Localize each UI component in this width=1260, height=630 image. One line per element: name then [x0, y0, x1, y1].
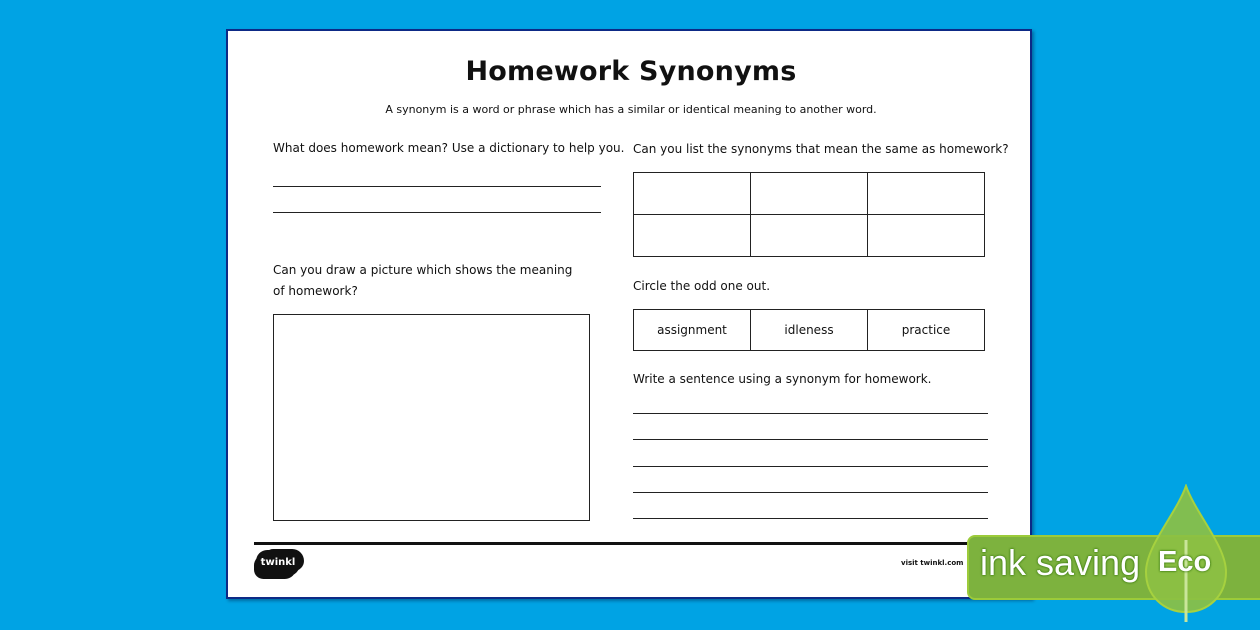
answer-line	[633, 439, 988, 440]
footer-rule	[254, 542, 1032, 545]
answer-line	[273, 212, 601, 213]
answer-line	[633, 518, 988, 519]
answer-line	[273, 186, 601, 187]
worksheet-page	[226, 29, 1032, 599]
question-sentence: Write a sentence using a synonym for homework.	[633, 372, 932, 386]
page-subtitle: A synonym is a word or phrase which has a similar or identical meaning to another word.	[385, 103, 877, 116]
answer-line	[633, 413, 988, 414]
question-draw-line1: Can you draw a picture which shows the meaning	[273, 263, 573, 277]
question-odd-one-out: Circle the odd one out.	[633, 279, 771, 293]
page-title: Homework Synonyms	[465, 56, 797, 87]
question-draw-line2: of homework?	[273, 284, 358, 298]
option-assignment: assignment	[634, 310, 751, 351]
synonyms-grid	[633, 172, 985, 257]
twinkl-logo: twinkl	[256, 550, 300, 576]
option-practice: practice	[868, 310, 985, 351]
synonym-cell	[868, 173, 985, 215]
eco-label: Eco	[1158, 546, 1212, 578]
drawing-box	[273, 314, 590, 521]
odd-one-out-options	[633, 309, 985, 351]
option-idleness: idleness	[751, 310, 868, 351]
synonym-cell	[634, 173, 751, 215]
ink-saving-label: ink saving	[980, 542, 1141, 583]
answer-line	[633, 466, 988, 467]
question-synonyms: Can you list the synonyms that mean the same as homework?	[633, 142, 1009, 156]
synonym-cell	[634, 215, 751, 257]
visit-link: visit twinkl.com	[901, 559, 964, 567]
synonym-cell	[868, 215, 985, 257]
synonym-cell	[751, 173, 868, 215]
synonym-cell	[751, 215, 868, 257]
answer-line	[633, 492, 988, 493]
question-definition: What does homework mean? Use a dictionary to help you.	[273, 141, 625, 155]
